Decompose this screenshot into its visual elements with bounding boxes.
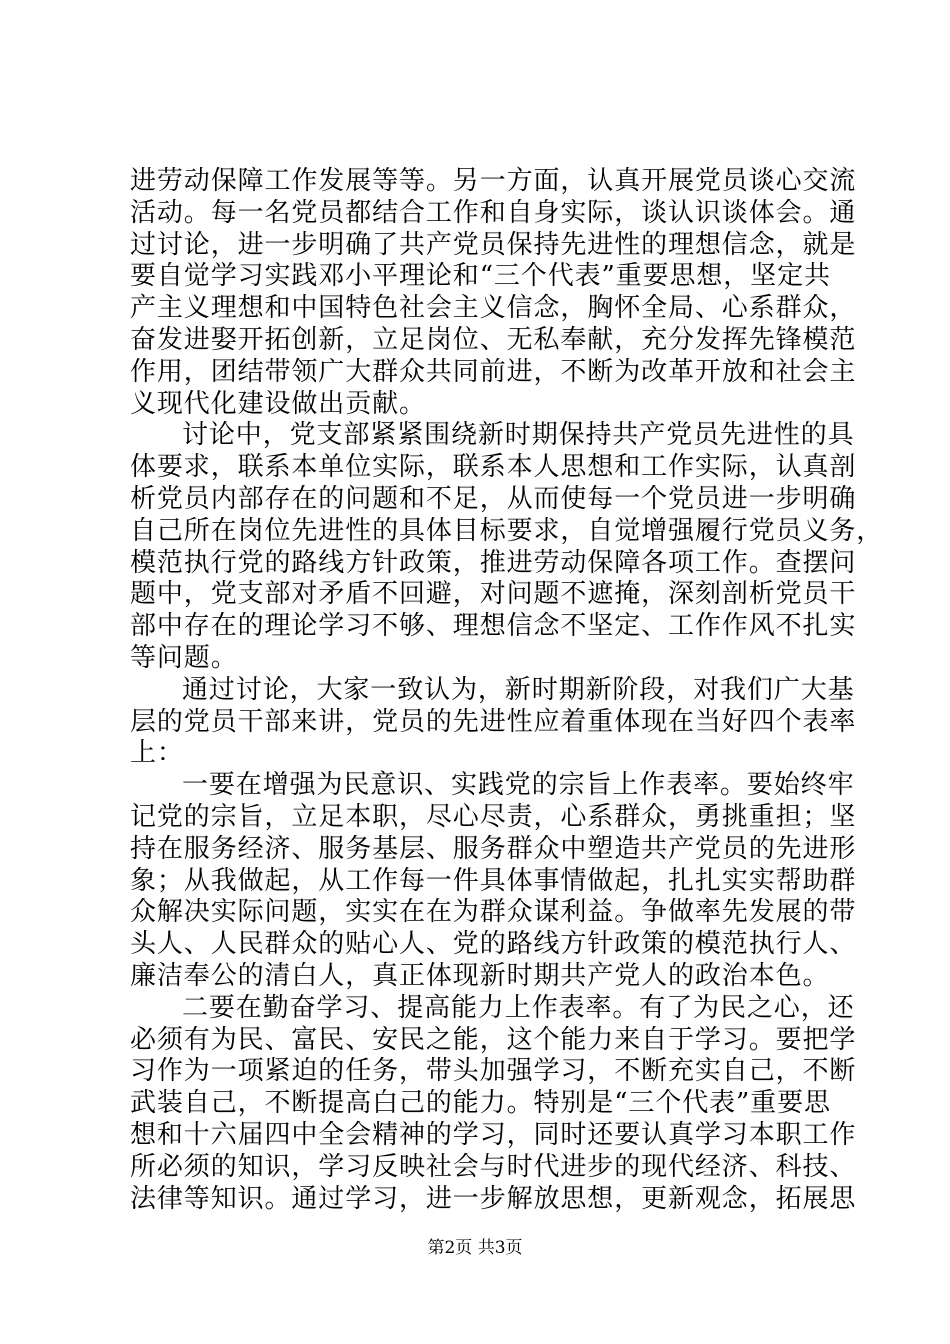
text-line: 上： <box>130 738 184 769</box>
text-line: 二要在勤奋学习、提高能力上作表率。有了为民之心，还 <box>182 992 855 1023</box>
text-line: 层的党员干部来讲，党员的先进性应着重体现在当好四个表率 <box>130 706 857 737</box>
text-line: 通过讨论，大家一致认为，新时期新阶段，对我们广大基 <box>182 674 855 705</box>
text-line: 等问题。 <box>130 642 238 673</box>
text-line: 要自觉学习实践邓小平理论和“三个代表”重要思想，坚定共 <box>130 261 831 292</box>
text-line: 武装自己，不断提高白己的能力。特别是“三个代表”重要思 <box>130 1088 831 1119</box>
text-line: 部中存在的理论学习不够、理想信念不坚定、工作作风不扎实 <box>130 611 857 642</box>
text-line: 习作为一项紧迫的任务，带头加强学习，不断充实自己，不断 <box>130 1056 857 1087</box>
text-line: 义现代化建设做出贡献。 <box>130 388 426 419</box>
page-footer: 第2页 共3页 <box>427 1238 523 1258</box>
text-line: 众解决实际问题，实实在在为群众谋利益。争做率先发展的带 <box>130 897 857 928</box>
text-line: 讨论中，党支部紧紧围绕新时期保持共产党员先进性的具 <box>182 420 855 451</box>
text-line: 持在服务经济、服务基层、服务群众中塑造共产党员的先进形 <box>130 833 857 864</box>
text-line: 头人、人民群众的贴心人、党的路线方针政策的模范执行人、 <box>130 929 857 960</box>
text-line: 自己所在岗位先进性的具体目标要求，自觉增强履行党员义务， <box>130 515 884 546</box>
text-line: 一要在增强为民意识、实践党的宗旨上作表率。要始终牢 <box>182 770 855 801</box>
text-line: 作用，团结带领广大群众共同前进，不断为改革开放和社会主 <box>130 356 857 387</box>
text-line: 题中，党支部对矛盾不回避，对问题不遮掩，深刻剖析党员干 <box>130 579 857 610</box>
text-line: 象；从我做起，从工作每一件具体事情做起，扎扎实实帮助群 <box>130 865 857 896</box>
text-line: 必须有为民、富民、安民之能，这个能力来自于学习。要把学 <box>130 1024 857 1055</box>
text-line: 过讨论，进一步明确了共产党员保持先进性的理想信念，就是 <box>130 229 857 260</box>
text-line: 析党员内部存在的问题和不足，从而使每一个党员进一步明确 <box>130 483 857 514</box>
text-line: 体要求，联系本单位实际，联系本人思想和工作实际，认真剖 <box>130 452 857 483</box>
text-line: 活动。每一名党员都结合工作和自身实际，谈认识谈体会。通 <box>130 197 857 228</box>
body-text <box>130 166 884 1215</box>
text-line: 想和十六届四中全会精神的学习，同时还要认真学习本职工作 <box>130 1119 857 1150</box>
text-line: 模范执行党的路线方针政策，推进劳动保障各项工作。查摆问 <box>130 547 857 578</box>
text-line: 产主义理想和中国特色社会主义信念，胸怀全局、心系群众， <box>130 293 857 324</box>
text-line: 记党的宗旨，立足本职，尽心尽责，心系群众，勇挑重担；坚 <box>130 801 857 832</box>
text-line: 进劳动保障工作发展等等。另一方面，认真开展党员谈心交流 <box>130 166 857 196</box>
text-line: 法律等知识。通过学习，进一步解放思想，更新观念，拓展思 <box>130 1183 857 1214</box>
text-line: 廉洁奉公的清白人，真正体现新时期共产党人的政治本色。 <box>130 960 830 991</box>
text-line: 所必须的知识，学习反映社会与时代进步的现代经济、科技、 <box>130 1151 857 1182</box>
text-line: 奋发进娶开拓创新，立足岗位、无私奉献，充分发挥先锋模范 <box>130 324 857 355</box>
